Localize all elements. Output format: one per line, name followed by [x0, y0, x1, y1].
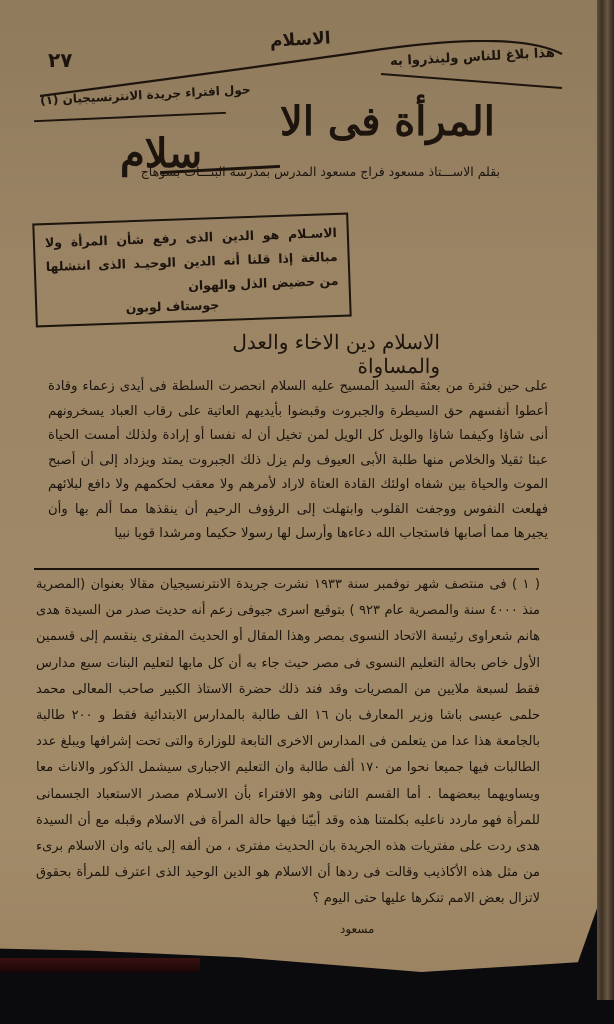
footnote-marker: ( ١ ) — [512, 577, 540, 592]
running-head: الاسلام — [269, 28, 332, 52]
footnote-signature: مسعود — [340, 922, 375, 936]
journal-motto: هذا بلاغ للناس ولينذروا به — [389, 45, 556, 70]
article-kicker: حول افتراء جريدة الانترنسيجيان (١) — [39, 82, 251, 108]
footnote-paragraph — [36, 572, 540, 913]
epigraph-box — [32, 213, 351, 328]
epigraph-text: الاسـلام هو الدين الذى رفع شأن المرأة ولا مبالغة إذا قلنا أنه الدين الوحيـد الذى انتشلها من حضيض الذل والهوان — [44, 224, 339, 294]
body-paragraph: على حين فترة من بعثة السيد المسيح عليه السلام انحصرت السلطة فى أيدى زعماء وقادة أعطوا أنفسهم حق السيطرة والجبروت وقبضوا بأيديهم العاتية على رقاب العباد يسخرونهم أنى شاؤا وكيفما شاؤا والويل كل الويل لمن تخيل أن له نفسا أو إرادة ولذلك أمست الحياة عبئا ثقيلا والخلاص منها طلبة الأبى العيوف ولم يزل ذلك الجبروت يمتد ويزداد إلى أن أصبح الموت والحياة بين شفاه اولئك القادة العتاة لاراد لأمرهم ولا معقب لحكمهم ولا دافع لبلائهم فهلعت النفوس ووجفت القلوب وابتهلت إلى الرؤوف الرحيم أن ينقذها مما ألم بها وأن يجيرها مما أصابها فاستجاب الله دعاءها وأرسل لها رسولا حكيما ومرشدا قويا نبيا — [48, 379, 548, 541]
section-heading: الاسلام دين الاخاء والعدل والمساواة — [232, 330, 440, 378]
article-title-line2: سلام — [120, 130, 203, 177]
epigraph-author: جوستاف لوبون — [125, 297, 220, 316]
article-title-line1: المرأة فى الا — [280, 98, 495, 145]
page-edge-shadow — [597, 0, 614, 1000]
byline: بقلم الاســـتاذ مسعود فراج مسعود المدرس بمدرسة البنـــات بسوهاج — [140, 164, 500, 179]
footnote — [36, 572, 540, 913]
footnote-divider — [34, 568, 539, 570]
page-number: ٢٧ — [48, 48, 73, 72]
article-body — [48, 375, 548, 547]
footnote-text: فى منتصف شهر نوفمبر سنة ١٩٣٣ نشرت جريدة الانترنسيجيان مقالا بعنوان (المصرية منذ ٤٠٠٠ سنة والمصرية عام ٩٢٣ ) بتوقيع اسرى جيوفى زعم أنه حديث صدر من السيدة هدى هانم شعراوى رئيسة الاتحاد النسوى بمصر وهذا المقال أو الحديث المفترى ينقسم إلى قسمين الأول خاص بحالة التعليم النسوى فى مصر حيث جاء به أن كل مابها لتعليم البنات سبع مدارس فقط لسبعة ملايين من المصريات وقد فند ذلك حضرة الاستاذ الكبير صاحب المعالى محمد حلمى عيسى باشا وزير المعارف بان ١٦ الف طالبة بالمدارس الابتدائية فقط و ٢٠٠ طالبة بالجامعة هذا عدا من يتعلمن فى المدارس الاخرى التابعة للوزارة والتى تحت إشرافها ويبلغ عدد الطالبات فيها جميعا نحوا من ١٧٠ ألف طالبة وان التعليم الاجبارى سيشمل الذكور والاناث معا ويساويهما ببعضهما . أما القسم الثانى وهو الافتراء بأن الاسـلام مصدر الاستعباد الجسمانى للمرأة فهو ماردد ناعليه بكلمتنا هذه وقد أبيّنا فيها حالة المرأة فى الاسلام وقبله مع أن السيدة هدى ردت على مفتريات هذه الجريدة بان الحديث مفترى ، من ألفه إلى يائه وان الاسلام برىء من مثل هذه الأكاذيب وقالت فى ردها أن الاسلام هو الدين الوحيد الذى اعترف للمرأة بحقوق لاتزال بعض الامم تنكرها عليها حتى اليوم ؟ — [36, 577, 541, 907]
red-cover-edge — [0, 958, 200, 972]
